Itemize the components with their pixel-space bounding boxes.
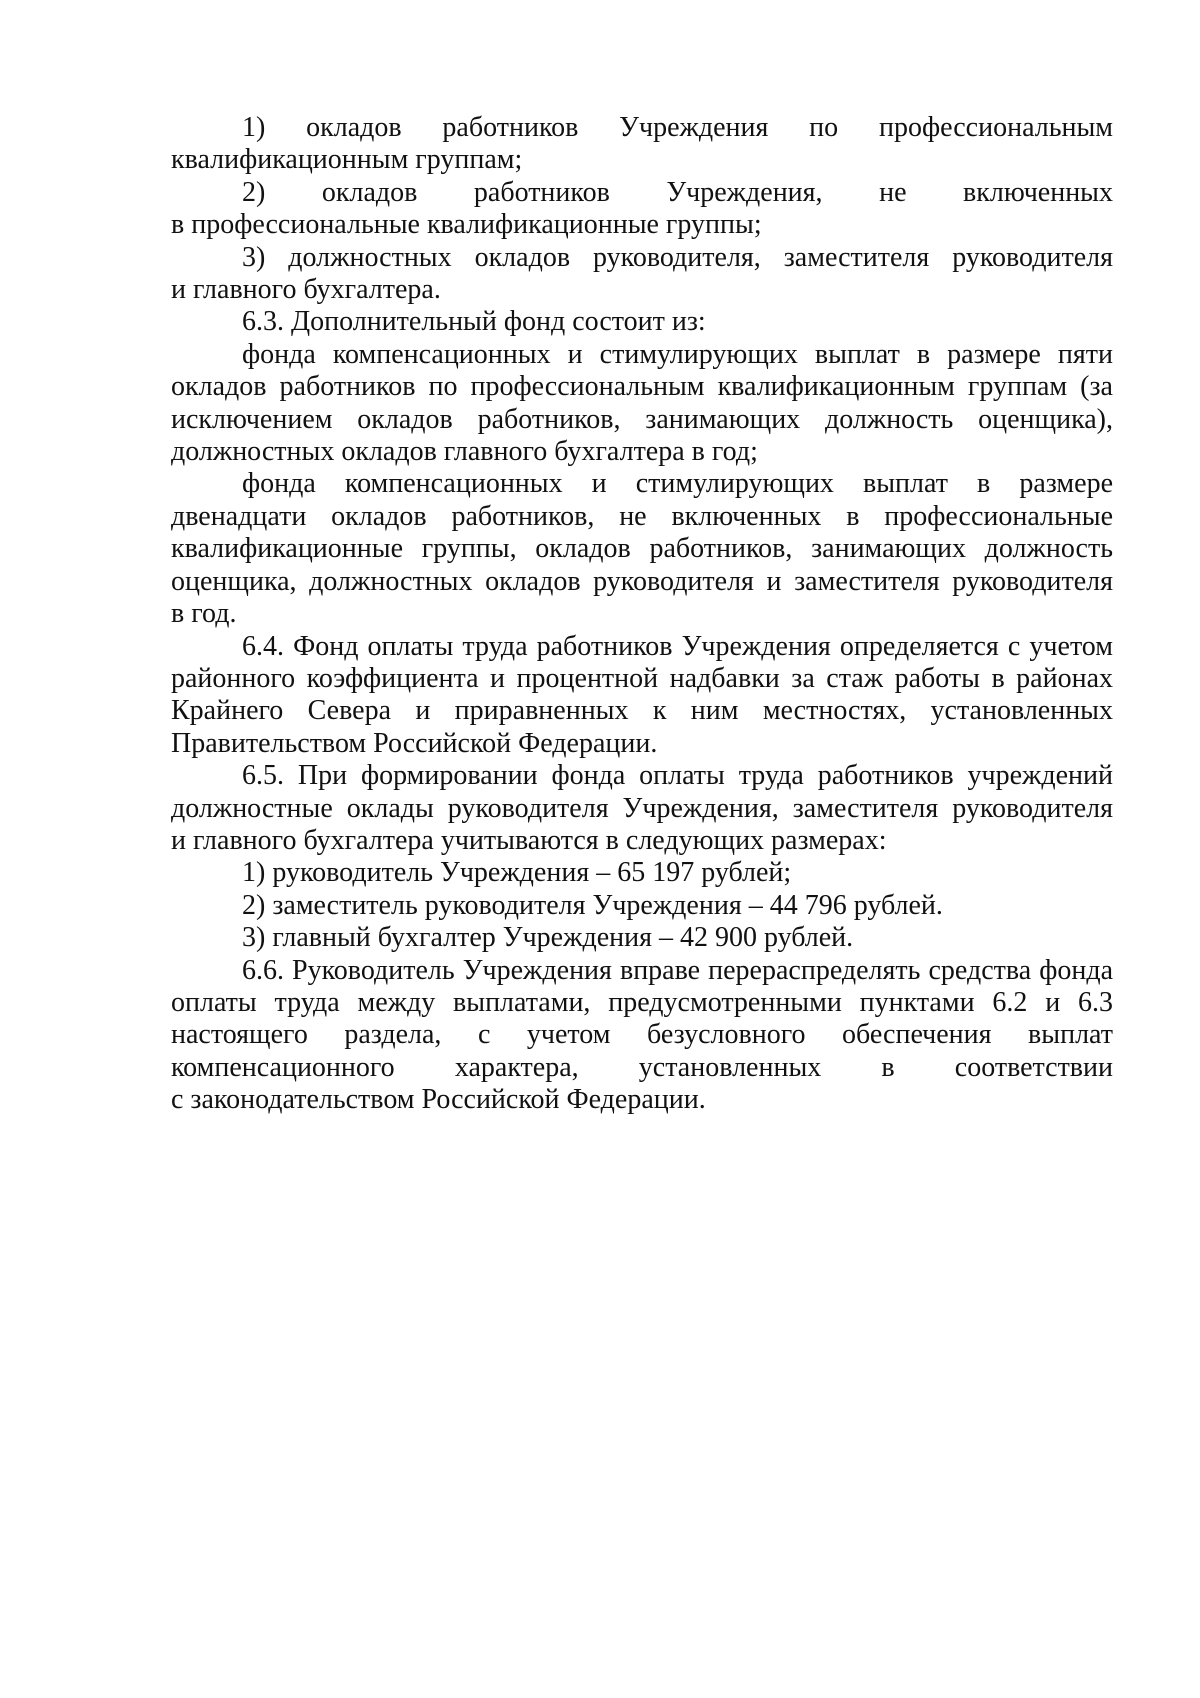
- paragraph-fund-twelve-salaries: фонда компенсационных и стимулирующих выплат в размере двенадцати окладов работников, не включенных в профессиональные квалификационные группы, окладов работников, занимающих должность оценщика, должностных окладов руководителя и заместителя руководителя в год.: [171, 468, 1113, 630]
- salary-item-director: 1) руководитель Учреждения – 65 197 рублей;: [242, 857, 792, 889]
- paragraph-3-official-salaries: 3) должностных окладов руководителя, заместителя руководителя и главного бухгалтера.: [171, 241, 1113, 306]
- salary-item-chief-accountant: 3) главный бухгалтер Учреждения – 42 900 рублей.: [242, 922, 854, 954]
- paragraph-fund-five-salaries: фонда компенсационных и стимулирующих выплат в размере пяти окладов работников по профессиональным квалификационным группам (за исключением окладов работников, занимающих должность оценщика), должностных окладов главного бухгалтера в год;: [171, 338, 1113, 468]
- document-body: [171, 112, 1113, 1117]
- section-6-6-paragraph: 6.6. Руководитель Учреждения вправе перераспределять средства фонда оплаты труда между выплатами, предусмотренными пунктами 6.2 и 6.3 настоящего раздела, с учетом безусловного обеспечения выплат компенсационного характера, установленных в соответствии с законодательством Российской Федерации.: [171, 954, 1113, 1116]
- salary-item-deputy-director: 2) заместитель руководителя Учреждения – 44 796 рублей.: [242, 889, 943, 921]
- paragraph-1-salaries-professional-groups: 1) окладов работников Учреждения по профессиональным квалификационным группам;: [171, 112, 1113, 176]
- section-6-5-paragraph: 6.5. При формировании фонда оплаты труда работников учреждений должностные оклады руководителя Учреждения, заместителя руководителя и главного бухгалтера учитываются в следующих размерах:: [171, 760, 1113, 856]
- section-6-4-paragraph: 6.4. Фонд оплаты труда работников Учреждения определяется с учетом районного коэффициента и процентной надбавки за стаж работы в районах Крайнего Севера и приравненных к ним местностях, установленных Правительством Российской Федерации.: [171, 630, 1113, 759]
- section-6-3-heading: 6.3. Дополнительный фонд состоит из:: [242, 306, 706, 338]
- paragraph-2-salaries-not-included: 2) окладов работников Учреждения, не включенных в профессиональные квалификационные группы;: [171, 176, 1113, 241]
